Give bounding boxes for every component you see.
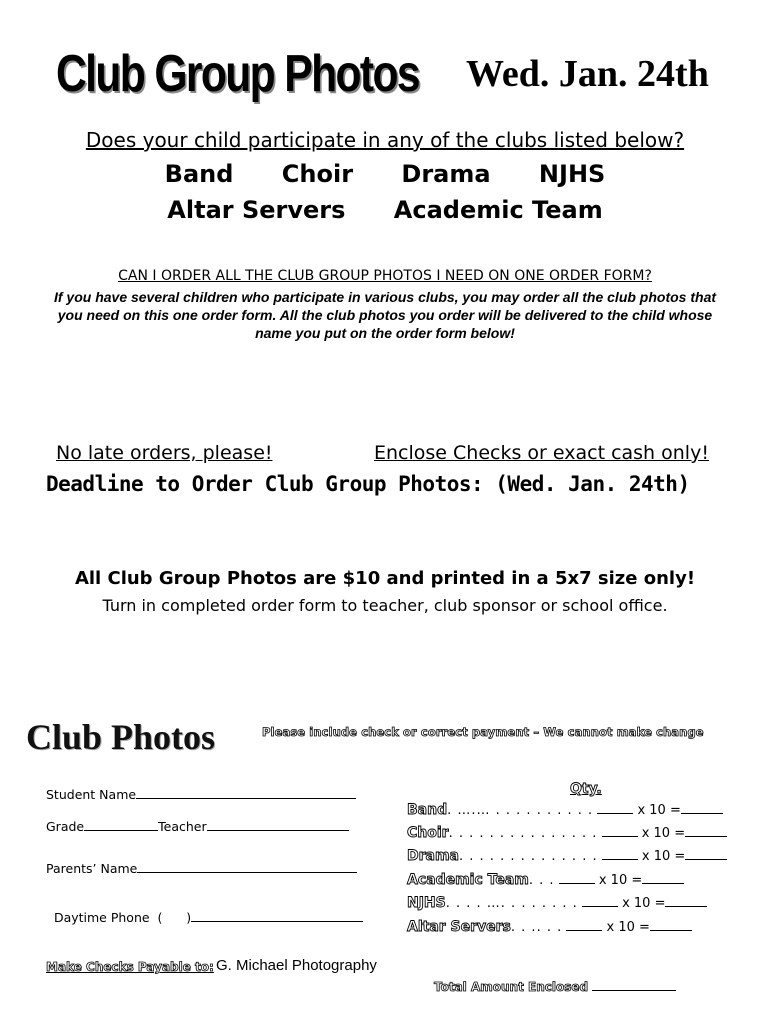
student-name-row [46,786,356,802]
leader-dots: . . . . …. . . . . . . . [445,896,578,911]
order-row-njhs [407,894,707,911]
order-row-academic-team [407,871,684,888]
club-question: Does your child participate in any of the clubs listed below? [85,128,685,152]
order-club-label: Drama [407,848,460,864]
teacher-label: Teacher [158,819,207,834]
deadline-notice: Deadline to Order Club Group Photos: (Wed. Jan. 24th) [46,472,690,496]
club-academic-team: Academic Team [393,196,603,224]
payable-label: Make Checks Payable to: [46,960,214,974]
student-name-field[interactable] [136,786,356,799]
order-row-drama [407,847,727,864]
no-late-notice: No late orders, please! [56,442,273,464]
order-club-label: Altar Servers [407,919,511,935]
club-njhs: NJHS [538,160,606,188]
parents-name-row [46,860,357,876]
order-row-altar-servers [407,918,692,935]
payment-note: Please include check or correct payment – We cannot make change [262,725,704,739]
club-list-row-2 [0,196,770,224]
qty-field[interactable] [566,918,602,931]
club-list-row-1 [0,160,770,188]
qty-header: Qty. [570,781,602,797]
order-club-label: Academic Team [407,872,529,888]
total-amount-field[interactable] [592,979,676,991]
multiplier: x 10 = [622,896,666,911]
teacher-field[interactable] [207,818,349,831]
faq-answer: If you have several children who participate in various clubs, you may order all the club photos that you need on this one order form. All the club photos you order will be delivered to the child whose name you put on the order form below! [53,289,717,341]
multiplier: x 10 = [641,849,686,864]
subtotal-field[interactable] [650,918,692,931]
page-title: Club Group Photos [56,45,419,103]
club-drama: Drama [401,160,491,188]
daytime-phone-field[interactable] [191,909,363,922]
turn-in-instructions: Turn in completed order form to teacher, club sponsor or school office. [102,596,668,615]
subtotal-field[interactable] [685,847,727,860]
parents-name-label: Parents’ Name [46,861,138,876]
leader-dots: . . . . . . . . . . . . . . [459,849,598,864]
photo-date: Wed. Jan. 24th [466,53,709,95]
order-row-band [407,801,723,818]
student-name-label: Student Name [46,787,137,802]
subtotal-field[interactable] [685,824,727,837]
order-club-label: NJHS [407,895,446,911]
grade-teacher-row [46,818,349,834]
grade-label: Grade [46,819,85,834]
multiplier: x 10 = [637,803,681,818]
leader-dots: . . . . . . . . . . . . . . . [448,826,598,841]
multiplier: x 10 = [606,920,650,935]
club-choir: Choir [281,160,354,188]
multiplier: x 10 = [598,873,643,888]
order-row-choir [407,824,727,841]
qty-field[interactable] [602,847,638,860]
faq-question: CAN I ORDER ALL THE CLUB GROUP PHOTOS I NEED ON ONE ORDER FORM? [118,268,652,284]
daytime-phone-label: Daytime Phone ( ) [53,910,192,925]
leader-dots: . . . [528,873,555,888]
parents-name-field[interactable] [137,860,357,873]
qty-field[interactable] [602,824,638,837]
subtotal-field[interactable] [642,871,684,884]
price-notice: All Club Group Photos are $10 and printed in a 5x7 size only! [74,568,696,589]
grade-field[interactable] [84,818,158,831]
order-form-title: Club Photos [26,717,216,757]
payable-to: G. Michael Photography [216,957,377,974]
total-label: Total Amount Enclosed [434,980,589,994]
leader-dots: . . .. . . [510,920,563,935]
club-band: Band [164,160,234,188]
qty-field[interactable] [582,894,618,907]
payment-notice: Enclose Checks or exact cash only! [374,442,709,464]
leader-dots: . ….… . . . . . . . . . . [447,803,594,818]
club-altar-servers: Altar Servers [167,196,346,224]
total-row [434,979,676,994]
subtotal-field[interactable] [665,894,707,907]
multiplier: x 10 = [641,826,686,841]
qty-field[interactable] [597,801,633,814]
order-club-label: Band [407,802,448,818]
qty-field[interactable] [559,871,595,884]
order-club-label: Choir [407,825,449,841]
daytime-phone-row [46,894,363,925]
subtotal-field[interactable] [681,801,723,814]
